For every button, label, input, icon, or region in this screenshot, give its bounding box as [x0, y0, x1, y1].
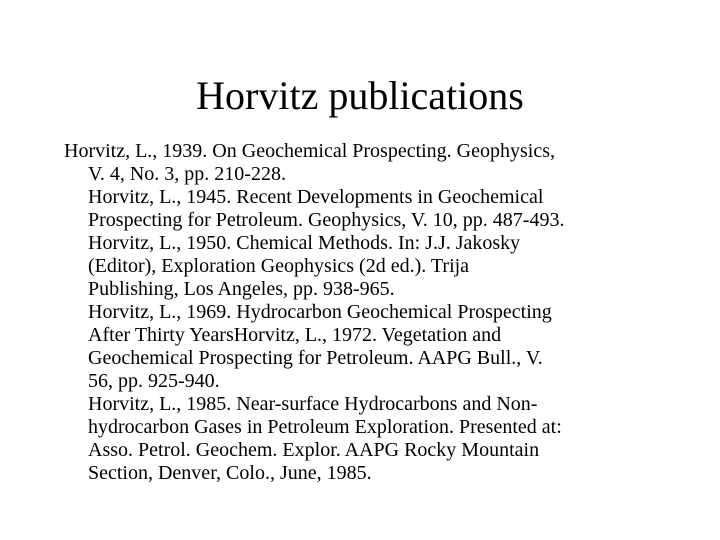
reference-line: Horvitz, L., 1969. Hydrocarbon Geochemical Prospecting	[88, 301, 552, 323]
reference-line: Geochemical Prospecting for Petroleum. AAPG Bull., V.	[88, 347, 543, 369]
reference-line: Horvitz, L., 1950. Chemical Methods. In: J.J. Jakosky	[88, 232, 521, 254]
reference-line: Horvitz, L., 1939. On Geochemical Prospecting. Geophysics,	[64, 140, 556, 162]
slide-title: Horvitz publications	[196, 73, 524, 118]
reference-line: V. 4, No. 3, pp. 210-228.	[88, 163, 286, 185]
reference-line: Publishing, Los Angeles, pp. 938-965.	[88, 278, 395, 300]
reference-line: Horvitz, L., 1985. Near-surface Hydrocarbons and Non-	[88, 393, 538, 415]
reference-line: hydrocarbon Gases in Petroleum Exploration. Presented at:	[88, 416, 562, 438]
reference-line: 56, pp. 925-940.	[88, 370, 220, 392]
reference-line: Prospecting for Petroleum. Geophysics, V. 10, pp. 487-493.	[88, 209, 565, 231]
reference-line: (Editor), Exploration Geophysics (2d ed.). Trija	[88, 255, 470, 277]
reference-line: Asso. Petrol. Geochem. Explor. AAPG Rocky Mountain	[88, 439, 540, 461]
reference-line: Horvitz, L., 1945. Recent Developments in Geochemical	[88, 186, 544, 208]
reference-line: Section, Denver, Colo., June, 1985.	[88, 462, 372, 484]
reference-line: After Thirty YearsHorvitz, L., 1972. Vegetation and	[88, 324, 502, 346]
references-list	[64, 140, 704, 485]
